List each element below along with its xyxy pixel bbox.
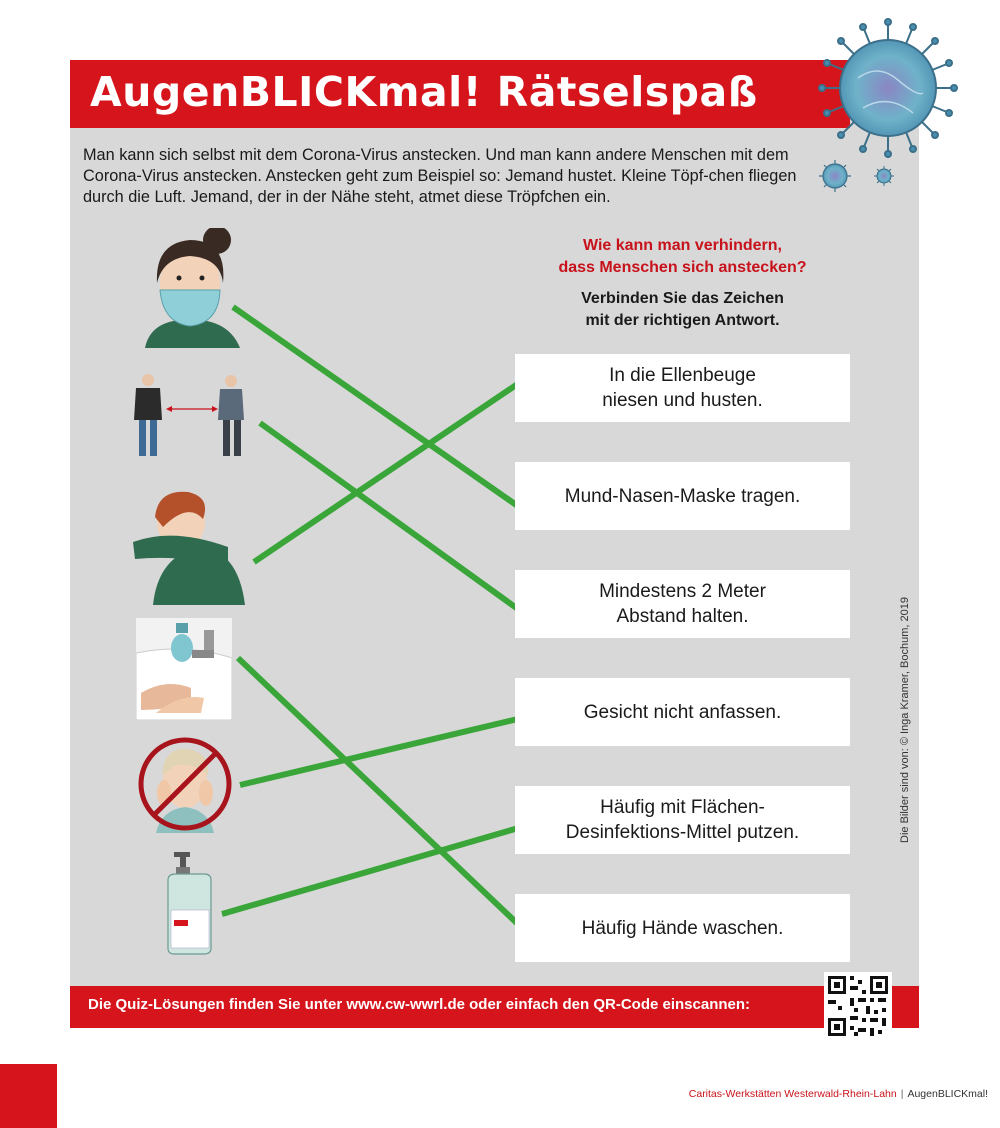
question-line-1: Wie kann man verhindern, [582, 237, 782, 254]
question-line-2: dass Menschen sich anstecken? [558, 259, 807, 276]
qr-code-icon[interactable] [824, 972, 892, 1040]
page-title: AugenBLICKmal! Rätselspaß [90, 68, 758, 116]
quiz-question [520, 235, 845, 279]
answer-box-2 [515, 462, 850, 530]
instruction-line-1: Verbinden Sie das Zeichen [581, 290, 784, 307]
page-footer [689, 1088, 988, 1100]
intro-text: Man kann sich selbst mit dem Corona-Virus anstecken. Und man kann andere Menschen mit dem Corona-Virus anstecken. Anstecken geht zum Beispiel so: Jemand hustet. Kleine Töpf-chen fliegen durch die Luft. Jemand, der in der Nähe steht, atmet diese Tröpfchen ein. [83, 146, 797, 206]
image-credit-text: Die Bilder sind von: © Inga Kramer, Bochum, 2019 [899, 597, 911, 843]
answer-text: Mindestens 2 Meter Abstand halten. [599, 581, 766, 627]
quiz-solutions-note: Die Quiz-Lösungen finden Sie unter www.cw-wwrl.de oder einfach den QR-Code einscannen: [88, 996, 751, 1013]
connection-line-face [240, 718, 522, 785]
answer-text: Mund-Nasen-Maske tragen. [564, 485, 801, 507]
connection-line-distance [260, 423, 522, 612]
answer-box-5 [515, 786, 850, 854]
answer-box-4 [515, 678, 850, 746]
answer-box-1 [515, 354, 850, 422]
answer-text: Häufig Hände waschen. [581, 917, 784, 939]
answer-text: Häufig mit Flächen- Desinfektions-Mittel putzen. [565, 797, 800, 843]
footer-title: AugenBLICKmal! [907, 1088, 988, 1100]
connection-line-handwash [238, 658, 522, 928]
answer-text: In die Ellenbeuge niesen und husten. [602, 365, 763, 411]
red-corner-mark [0, 1064, 57, 1128]
answer-text: Gesicht nicht anfassen. [583, 701, 782, 723]
footer-separator: | [900, 1088, 904, 1100]
instruction-line-2: mit der richtigen Antwort. [585, 312, 780, 329]
answer-box-3 [515, 570, 850, 638]
quiz-instruction [520, 288, 845, 332]
footer-bar [70, 986, 919, 1028]
connection-line-disinfect [222, 827, 522, 914]
organization-name: Caritas-Werkstätten Westerwald-Rhein-Lahn [688, 1088, 897, 1100]
answer-box-6 [515, 894, 850, 962]
connection-line-elbow [254, 381, 522, 562]
